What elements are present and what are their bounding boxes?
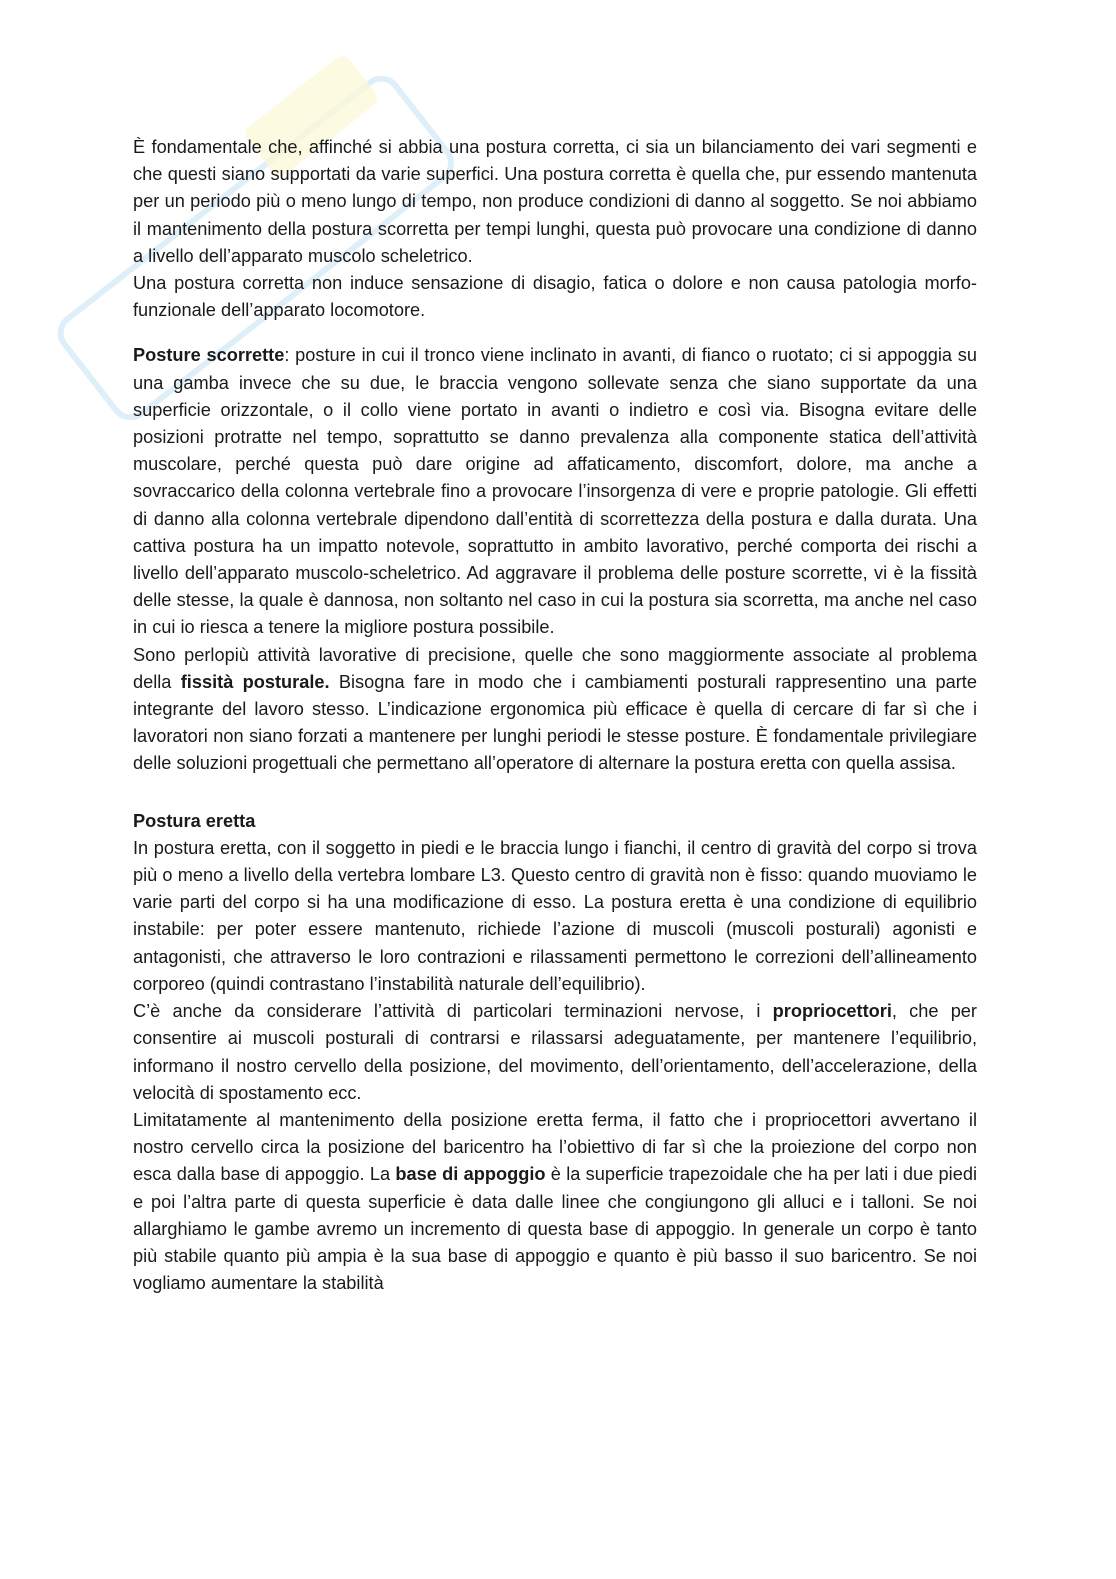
term-base-di-appoggio: base di appoggio xyxy=(395,1164,546,1185)
paragraph-proprioceptors-before: C’è anche da considerare l’attività di particolari terminazioni nervose, i xyxy=(133,1001,773,1022)
paragraph-base-before: Limitatamente al mantenimento della posizione eretta ferma, il fatto che i propriocettori avvertano il nostro cervello circa la posizione del baricentro ha l’obiettivo di far sì che la proiezione del corpo non esca dalla base di appoggio. La xyxy=(133,1109,977,1185)
paragraph-proprioceptors-after: , che per consentire ai muscoli posturali di contrarsi e rilassarsi adeguatamente, per mantenere l’equilibrio, informano il nostro cervello della posizione, del movimento, dell’orientamento, dell’accelerazione, della velocità di spostamento ecc. xyxy=(133,1001,977,1103)
paragraph-postural-fixity xyxy=(133,642,977,778)
term-posture-scorrette: Posture scorrette xyxy=(133,345,285,366)
paragraph-center-of-gravity: In postura eretta, con il soggetto in piedi e le braccia lungo i fianchi, il centro di gravità del corpo si trova più o meno a livello della vertebra lombare L3. Questo centro di gravità non è fisso: quando muoviamo le varie parti del corpo si ha una modificazione di esso. La postura eretta è una condizione di equilibrio instabile: per poter essere mantenuto, richiede l’azione di muscoli (muscoli posturali) agonisti e antagonisti, che attraverso le loro contrazioni e rilassamenti permettono le correzioni dell’allineamento corporeo (quindi contrastano l’instabilità naturale dell’equilibrio). xyxy=(133,837,977,994)
document-body xyxy=(133,134,977,1297)
paragraph-incorrect-postures-text: : posture in cui il tronco viene inclinato in avanti, di fianco o ruotato; ci si appoggia su una gamba invece che su due, le braccia vengono sollevate senza che siano supportate da una superficie orizzontale, o il collo viene portato in avanti o indietro e così via. Bisogna evitare delle posizioni protratte nel tempo, soprattutto se danno prevalenza alla componente statica dell’attività muscolare, perché questa può dare origine ad affaticamento, discomfort, dolore, ma anche a sovraccarico della colonna vertebrale fino a provocare l’insorgenza di vere e proprie patologie. Gli effetti di danno alla colonna vertebrale dipendono dall’entità di scorrettezza della postura e dalla durata. Una cattiva postura ha un impatto notevole, soprattutto in ambito lavorativo, perché comporta dei rischi a livello dell’apparato muscolo-scheletrico. Ad aggravare il problema delle posture scorrette, vi è la fissità delle stesse, la quale è dannosa, non soltanto nel caso in cui la postura sia scorretta, ma anche nel caso in cui io riesca a tenere la migliore postura possibile. xyxy=(133,345,977,638)
paragraph-correct-posture: Una postura corretta non induce sensazione di disagio, fatica o dolore e non causa patologia morfo-funzionale dell’apparato locomotore. xyxy=(133,273,977,321)
paragraph-base-after: è la superficie trapezoidale che ha per lati i due piedi e poi l’altra parte di questa superficie è data dalle linee che congiungono gli alluci e i talloni. Se noi allarghiamo le gambe avremo un incremento di questa base di appoggio. In generale un corpo è tanto più stabile quanto più ampia è la sua base di appoggio e quanto è più basso il suo baricentro. Se noi vogliamo aumentare la stabilità xyxy=(133,1164,977,1294)
section-heading-postura-eretta: Postura eretta xyxy=(133,810,256,831)
paragraph-proprioceptors xyxy=(133,998,977,1107)
paragraph-intro: È fondamentale che, affinché si abbia una postura corretta, ci sia un bilanciamento dei vari segmenti e che questi siano supportati da varie superfici. Una postura corretta è quella che, pur essendo mantenuta per un periodo più o meno lungo di tempo, non produce condizioni di danno al soggetto. Se noi abbiamo il mantenimento della postura scorretta per tempi lunghi, questa può provocare una condizione di danno a livello dell’apparato muscolo scheletrico. xyxy=(133,137,977,266)
paragraph-incorrect-postures xyxy=(133,342,977,641)
paragraph-postural-fixity-before: Sono perlopiù attività lavorative di precisione, quelle che sono maggiormente associate al problema della xyxy=(133,644,977,692)
paragraph-postural-fixity-after: Bisogna fare in modo che i cambiamenti posturali rappresentino una parte integrante del lavoro stesso. L’indicazione ergonomica più efficace è quella di cercare di far sì che i lavoratori non siano forzati a mantenere per lunghi periodi le stesse posture. È fondamentale privilegiare delle soluzioni progettuali che permettano all’operatore di alternare la postura eretta con quella assisa. xyxy=(133,671,977,774)
term-propriocettori: propriocettori xyxy=(772,1001,892,1022)
paragraph-base-of-support xyxy=(133,1107,977,1297)
term-fissita-posturale: fissità posturale. xyxy=(180,671,330,692)
